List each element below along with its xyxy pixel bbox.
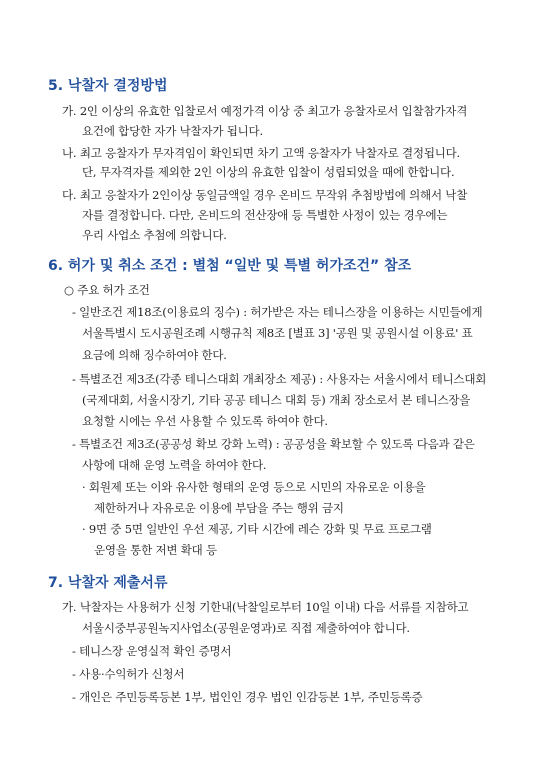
- section-6-line: 서울특별시 도시공원조례 시행규칙 제8조 [별표 3] '공원 및 공원시설 이용료' 표: [82, 326, 473, 340]
- section-6-line: - 특별조건 제3조(각종 테니스대회 개최장소 제공) : 사용자는 서울시에서 테니스대회: [72, 372, 487, 386]
- section-6-line: - 일반조건 제18조(이용료의 징수) : 허가받은 자는 테니스장을 이용하는 시민들에게: [72, 305, 483, 319]
- section-7-line: - 개인은 주민등록등본 1부, 법인인 경우 법인 인감등본 1부, 주민등록증: [72, 690, 423, 704]
- section-7-heading: 7. 낙찰자 제출서류: [48, 575, 168, 591]
- section-6-line: · 9면 중 5면 일반인 우선 제공, 기타 시간에 레슨 강화 및 무료 프로그램: [82, 522, 432, 536]
- section-6-line: 요청할 시에는 우선 사용할 수 있도록 하여야 한다.: [82, 414, 328, 428]
- section-6-line: · 회원제 또는 이와 유사한 형태의 운영 등으로 시민의 자유로운 이용을: [82, 480, 426, 494]
- section-7-line: 서울시중부공원녹지사업소(공원운영과)로 직접 제출하여야 합니다.: [82, 621, 410, 635]
- section-6-line: 사항에 대해 운영 노력을 하여야 한다.: [82, 458, 267, 472]
- section-6-line: 운영을 통한 저변 확대 등: [94, 543, 217, 557]
- section-7-line: - 사용·수익허가 신청서: [72, 667, 185, 681]
- section-6-line: 요금에 의해 징수하여야 한다.: [82, 348, 227, 362]
- section-5-line: 요건에 합당한 자가 낙찰자가 됩니다.: [82, 124, 263, 138]
- section-5-line: 다. 최고 응찰자가 2인이상 동일금액일 경우 온비드 무작위 추첨방법에 의해서 낙찰: [62, 188, 468, 202]
- section-6-line: ○ 주요 허가 조건: [64, 283, 150, 297]
- section-5-line: 자를 결정합니다. 다만, 온비드의 전산장애 등 특별한 사정이 있는 경우에는: [82, 208, 448, 222]
- section-5-line: 우리 사업소 추첨에 의합니다.: [82, 228, 227, 242]
- section-7-line: 가. 낙찰자는 사용허가 신청 기한내(낙찰일로부터 10일 이내) 다음 서류를 지참하고: [62, 600, 469, 614]
- section-5-line: 나. 최고 응찰자가 무자격임이 확인되면 차기 고액 응찰자가 낙찰자로 결정됩니다.: [62, 146, 461, 160]
- section-5-heading: 5. 낙찰자 결정방법: [48, 78, 168, 94]
- section-5-line: 가. 2인 이상의 유효한 입찰로서 예정가격 이상 중 최고가 응찰자로서 입찰참가자격: [62, 104, 468, 118]
- section-6-line: - 특별조건 제3조(공공성 확보 강화 노력) : 공공성을 확보할 수 있도록 다음과 같은: [72, 437, 475, 451]
- section-6-heading: 6. 허가 및 취소 조건 : 별첨 “일반 및 특별 허가조건” 참조: [48, 258, 412, 274]
- section-5-line: 단, 무자격자를 제외한 2인 이상의 유효한 입찰이 성립되었을 때에 한합니다.: [82, 165, 455, 179]
- section-6-line: (국제대회, 서울시장기, 기타 공공 테니스 대회 등) 개최 장소로서 본 테니스장을: [82, 393, 471, 407]
- section-6-line: 제한하거나 자유로운 이용에 부담을 주는 행위 금지: [94, 501, 344, 515]
- section-7-line: - 테니스장 운영실적 확인 증명서: [72, 644, 232, 658]
